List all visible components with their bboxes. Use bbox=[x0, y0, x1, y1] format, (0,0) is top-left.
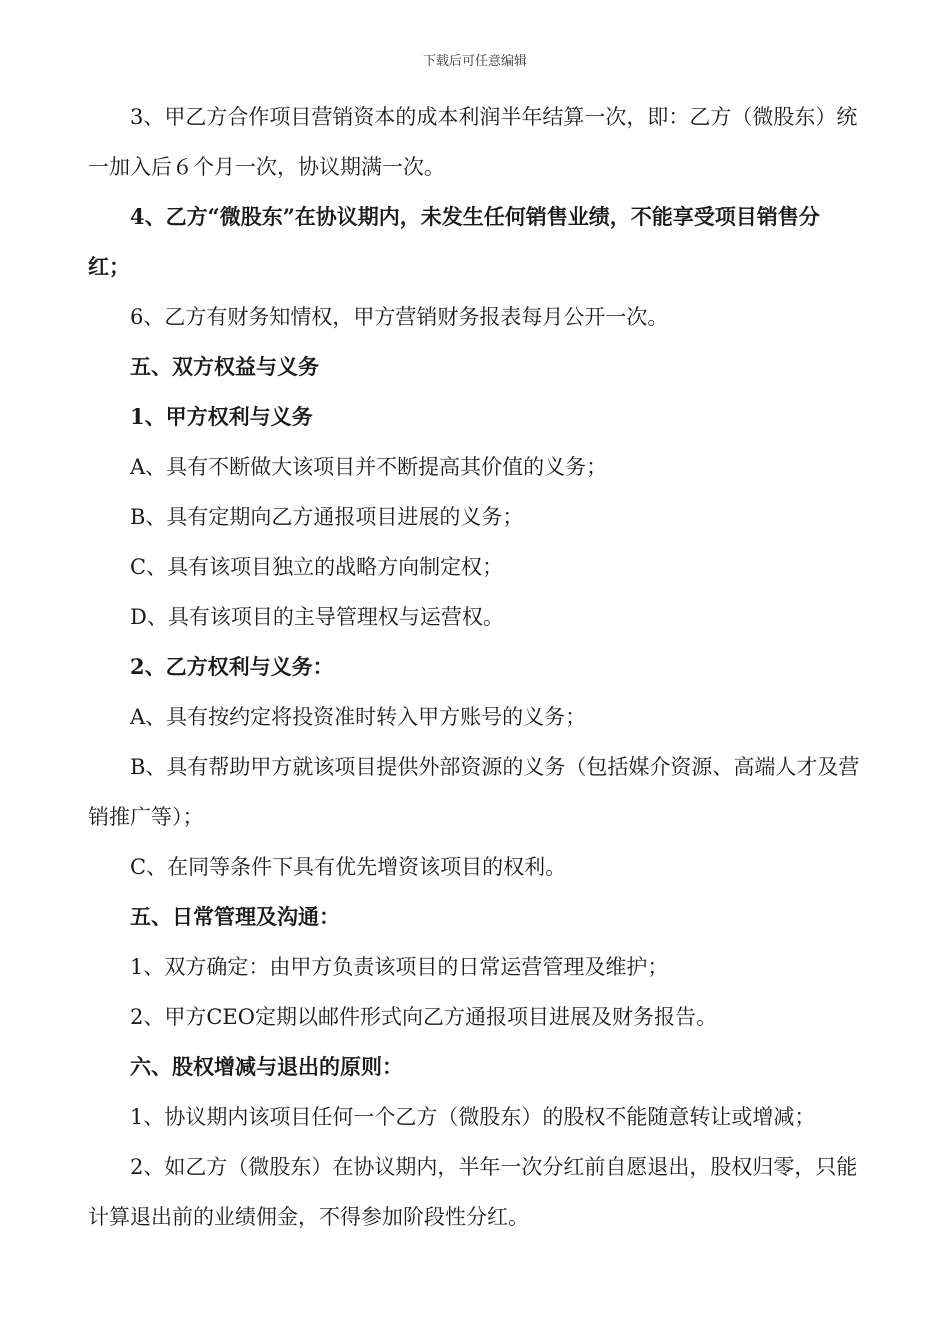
list-item-management-2: 2、甲方CEO定期以邮件形式向乙方通报项目进展及财务报告。 bbox=[130, 1005, 717, 1029]
list-item-b-3: C、在同等条件下具有优先增资该项目的权利。 bbox=[130, 855, 567, 879]
list-item-a-3: C、具有该项目独立的战略方向制定权； bbox=[130, 555, 504, 579]
subheading-party-a: 1、甲方权利与义务 bbox=[130, 404, 313, 429]
list-item-a-1: A、具有不断做大该项目并不断提高其价值的义务； bbox=[130, 455, 608, 479]
section-heading-management: 五、日常管理及沟通： bbox=[130, 904, 340, 929]
list-item-b-1: A、具有按约定将投资准时转入甲方账号的义务； bbox=[130, 705, 587, 729]
section-heading-equity: 六、股权增减与退出的原则： bbox=[130, 1054, 403, 1079]
list-item-management-1: 1、双方确定：由甲方负责该项目的日常运营管理及维护； bbox=[130, 955, 669, 979]
document-body bbox=[88, 92, 860, 1242]
paragraph-no-sales-dividend: 4、乙方“微股东”在协议期内，未发生任何销售业绩，不能享受项目销售分红； bbox=[88, 204, 820, 279]
list-item-equity-1: 1、协议期内该项目任何一个乙方（微股东）的股权不能随意转让或增减； bbox=[130, 1105, 816, 1129]
list-item-equity-2: 2、如乙方（微股东）在协议期内，半年一次分红前自愿退出，股权归零，只能计算退出前的业绩佣金，不得参加阶段性分红。 bbox=[88, 1155, 858, 1229]
list-item-a-4: D、具有该项目的主导管理权与运营权。 bbox=[130, 605, 504, 629]
paragraph-financial-right: 6、乙方有财务知情权，甲方营销财务报表每月公开一次。 bbox=[130, 305, 669, 329]
list-item-b-2: B、具有帮助甲方就该项目提供外部资源的义务（包括媒介资源、高端人才及营销推广等）； bbox=[88, 755, 860, 829]
paragraph-settlement: 3、甲乙方合作项目营销资本的成本利润半年结算一次，即：乙方（微股东）统一加入后６个月一次，协议期满一次。 bbox=[88, 105, 858, 179]
list-item-a-2: B、具有定期向乙方通报项目进展的义务； bbox=[130, 505, 524, 529]
page-header-note: 下载后可任意编辑 bbox=[422, 54, 527, 69]
subheading-party-b: 2、乙方权利与义务： bbox=[130, 654, 334, 679]
section-heading-rights: 五、双方权益与义务 bbox=[130, 354, 319, 379]
